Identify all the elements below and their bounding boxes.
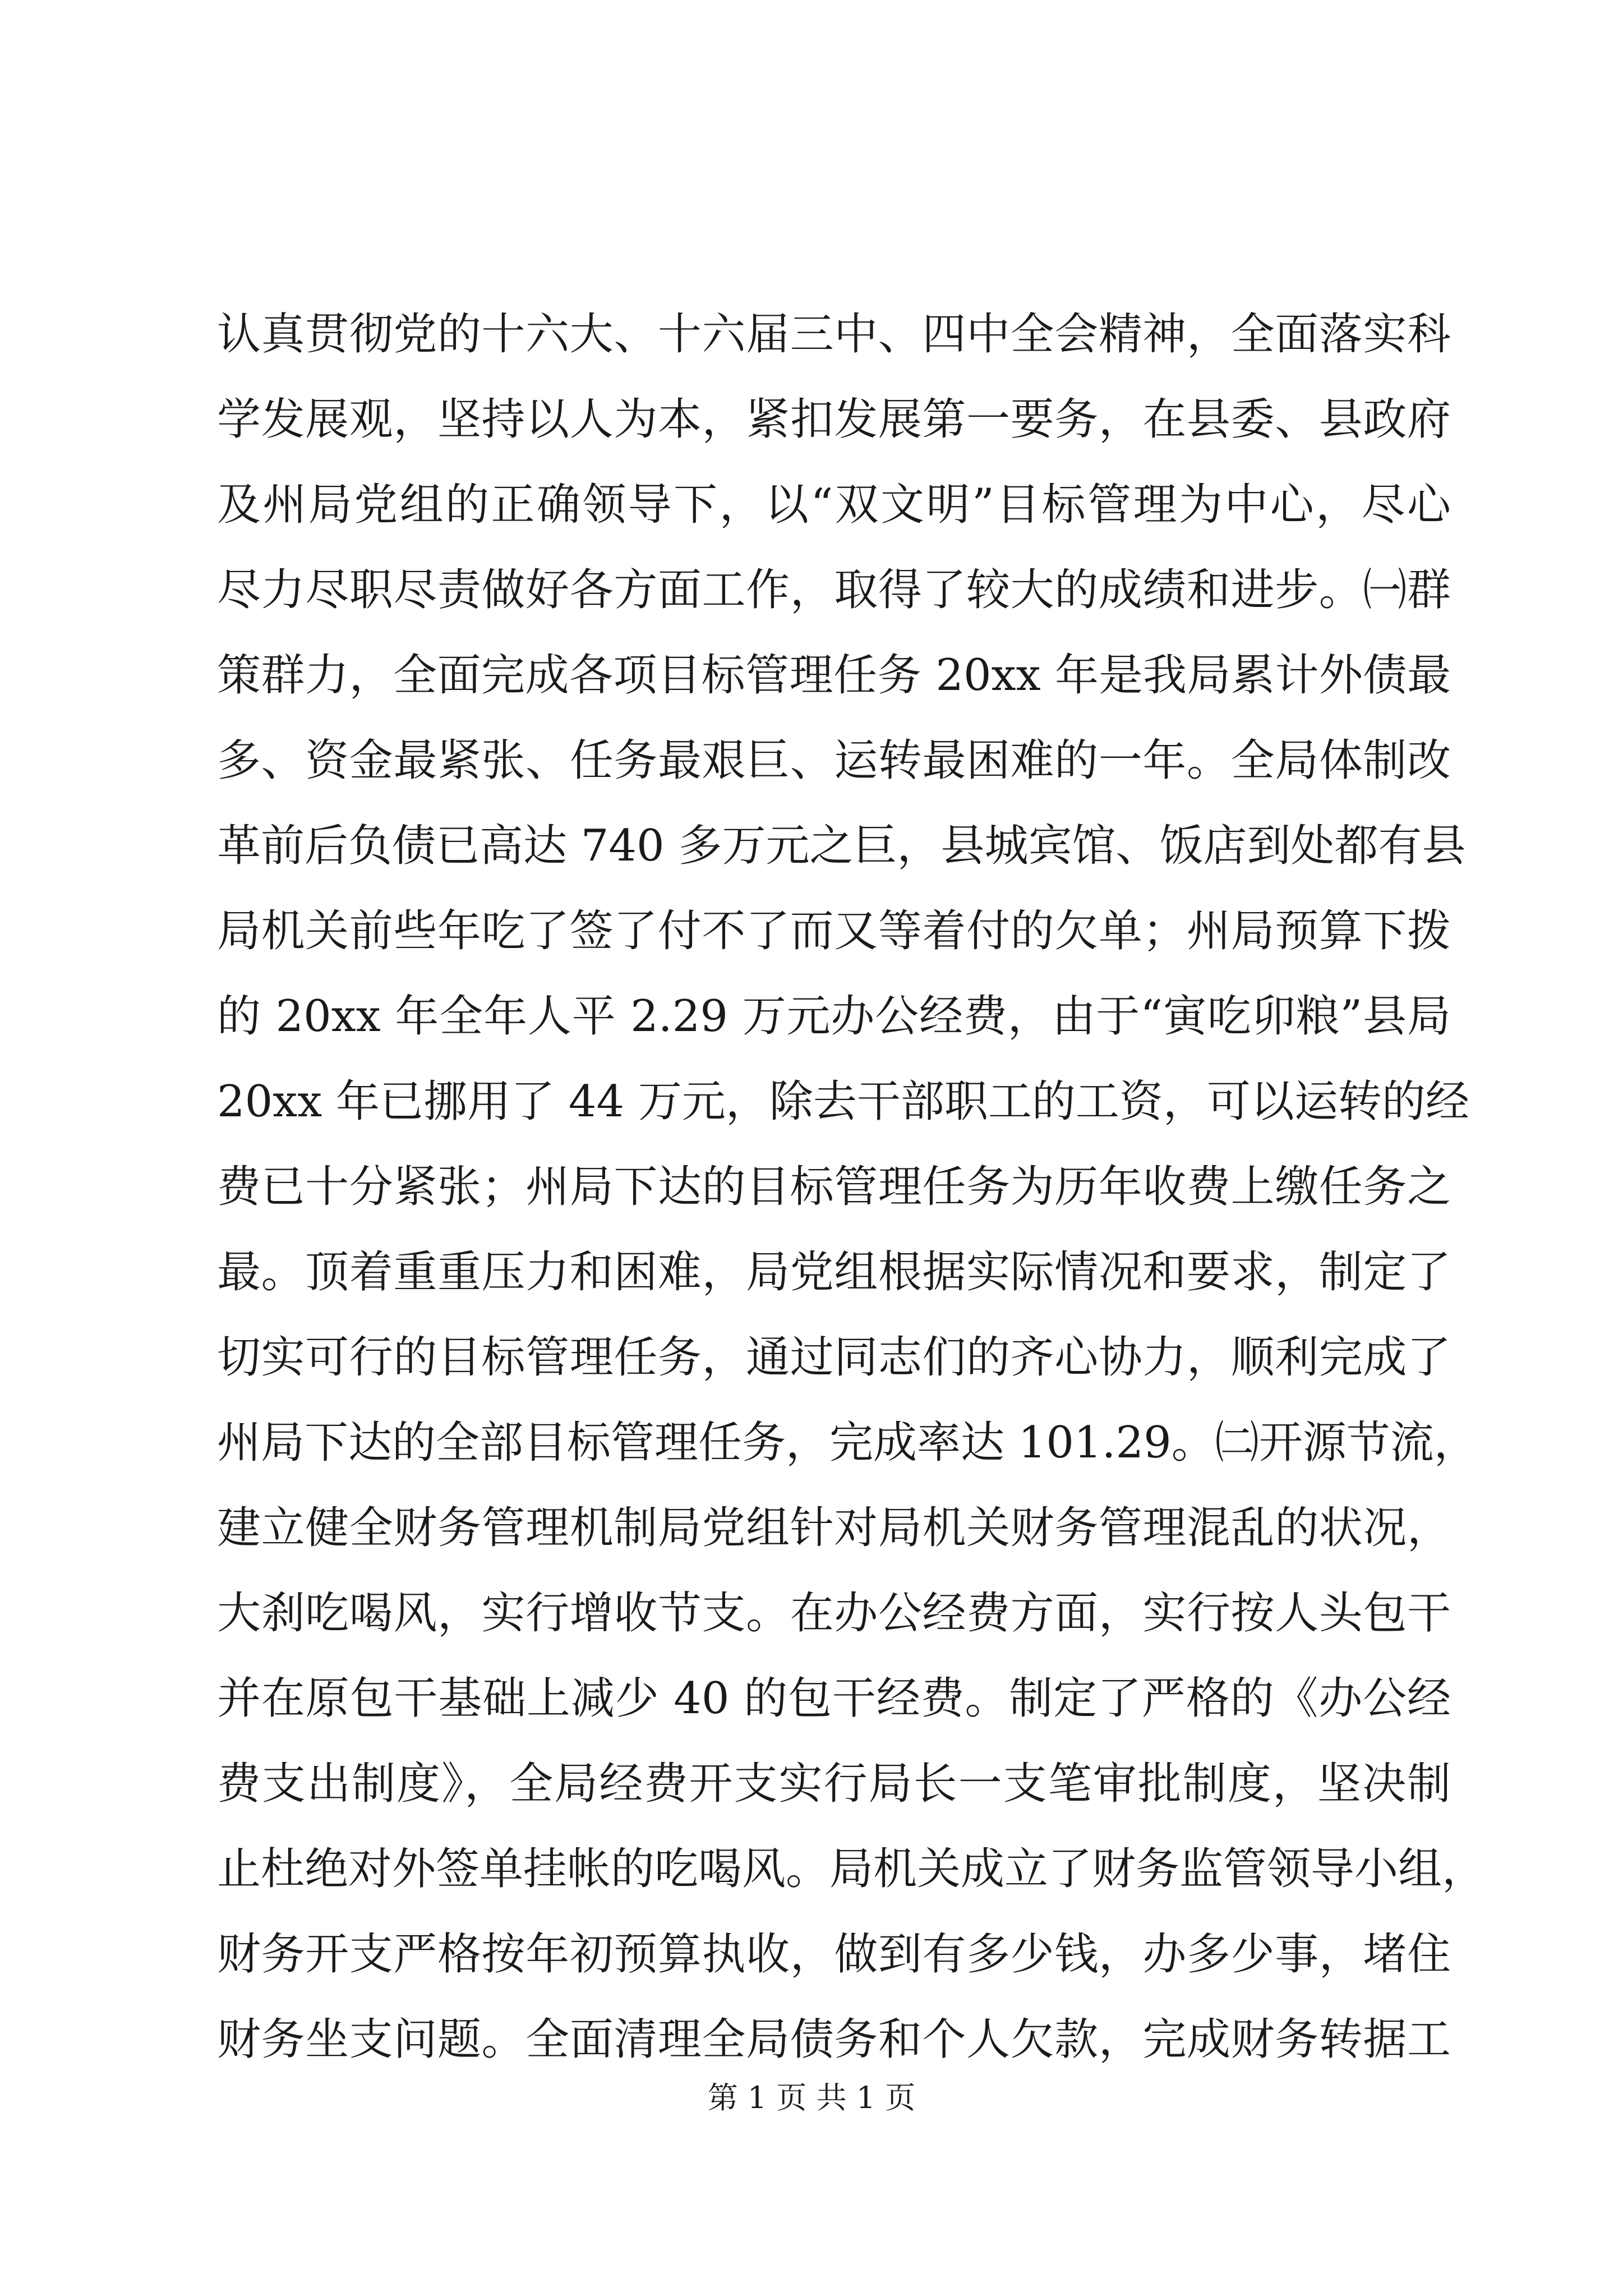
text-line: 多、资金最紧张、任务最艰巨、运转最困难的一年。全局体制改 <box>217 735 1451 786</box>
text-line: 大刹吃喝风，实行增收节支。在办公经费方面，实行按人头包干 <box>217 1588 1451 1639</box>
text-line: 最。顶着重重压力和困难，局党组根据实际情况和要求，制定了 <box>217 1247 1451 1297</box>
text-line: 尽力尽职尽责做好各方面工作，取得了较大的成绩和进步。㈠群 <box>217 565 1451 615</box>
text-line: 革前后负债已高达 740 多万元之巨，县城宾馆、饭店到处都有县 <box>217 821 1466 871</box>
text-line: 财务开支严格按年初预算执收，做到有多少钱，办多少事，堵住 <box>217 1929 1451 1980</box>
text-line: 州局下达的全部目标管理任务，完成率达 101.29。㈡开源节流， <box>217 1418 1478 1468</box>
text-line: 认真贯彻党的十六大、十六届三中、四中全会精神，全面落实科 <box>217 309 1451 360</box>
text-line: 切实可行的目标管理任务，通过同志们的齐心协力，顺利完成了 <box>217 1332 1451 1383</box>
text-line: 财务坐支问题。全面清理全局债务和个人欠款，完成财务转据工 <box>217 2014 1451 2065</box>
body-text <box>217 292 1486 2082</box>
text-line: 及州局党组的正确领导下，以“双文明”目标管理为中心，尽心 <box>217 480 1451 530</box>
text-line: 的 20xx 年全年人平 2.29 万元办公经费，由于“寅吃卯粮”县局 <box>217 991 1451 1042</box>
text-line: 止杜绝对外签单挂帐的吃喝风。局机关成立了财务监管领导小组， <box>217 1844 1486 1894</box>
text-line: 20xx 年已挪用了 44 万元，除去干部职工的工资，可以运转的经 <box>217 1076 1469 1127</box>
text-line: 策群力，全面完成各项目标管理任务 20xx 年是我局累计外债最 <box>217 650 1451 701</box>
text-line: 建立健全财务管理机制局党组针对局机关财务管理混乱的状况， <box>217 1503 1451 1553</box>
text-line: 局机关前些年吃了签了付不了而又等着付的欠单；州局预算下拨 <box>217 906 1451 956</box>
text-line: 费支出制度》，全局经费开支实行局长一支笔审批制度，坚决制 <box>217 1759 1451 1809</box>
page-footer: 第 1 页 共 1 页 <box>707 2080 916 2115</box>
text-line: 费已十分紧张；州局下达的目标管理任务为历年收费上缴任务之 <box>217 1162 1451 1212</box>
text-line: 学发展观，坚持以人为本，紧扣发展第一要务，在县委、县政府 <box>217 394 1451 445</box>
text-line: 并在原包干基础上减少 40 的包干经费。制定了严格的《办公经 <box>217 1673 1451 1724</box>
